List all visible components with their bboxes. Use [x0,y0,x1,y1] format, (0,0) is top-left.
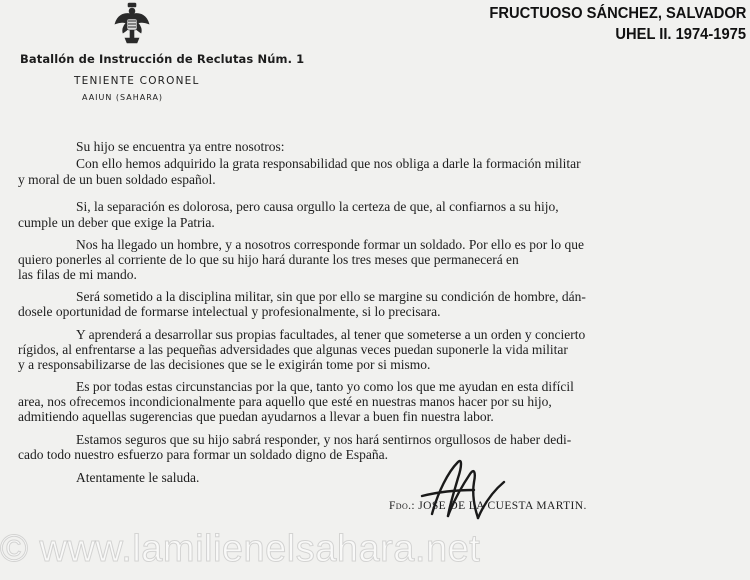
letter-line: Estamos seguros que su hijo sabrá responder, y nos hará sentirnos orgullosos de haber dedi- [76,432,572,447]
letter-line: area, nos ofrecemos incondicionalmente para aquello que esté en nuestras manos hacer por su hijo, [18,394,552,409]
letter-line: Es por todas estas circunstancias por la que, tanto yo como los que me ayudan en esta difícil [76,379,574,394]
letter-line: y moral de un buen soldado español. [18,172,216,187]
letter-line: cado todo nuestro esfuerzo para formar un soldado digno de España. [18,447,389,462]
letter-line: cumple un deber que exige la Patria. [18,215,215,230]
rank-label: TENIENTE CORONEL [74,75,200,87]
letter-line: Con ello hemos adquirido la grata responsabilidad que nos obliga a darle la formación militar [76,156,581,171]
letter-line: rígidos, al enfrentarse a las pequeñas adversidades que algunas veces puedan suponerle la vida militar [18,342,568,357]
letter-line: las filas de mi mando. [18,267,137,282]
letter-line: quiero ponerles al corriente de lo que su hijo hará durante los tres meses que permanecerá en [18,252,519,267]
caption-unit-years: UHEL II. 1974-1975 [615,26,746,43]
unit-title: Batallón de Instrucción de Reclutas Núm. 1 [20,52,305,66]
letter-line: Si, la separación es dolorosa, pero causa orgullo la certeza de que, al confiarnos a su hijo, [76,199,559,214]
letter-line: Nos ha llegado un hombre, y a nosotros corresponde formar un soldado. Por ello es por lo que [76,237,585,252]
signature-label: Fdo.: JOSE DE LA CUESTA MARTIN. [389,500,587,512]
caption-name: FRUCTUOSO SÁNCHEZ, SALVADOR [488,5,746,22]
place-label: AAIUN (SAHARA) [82,93,164,102]
letter-line: Su hijo se encuentra ya entre nosotros: [76,139,285,154]
eagle-crest-icon [113,2,151,44]
letter-line: Atentamente le saluda. [76,470,200,485]
letter-line: Será sometido a la disciplina militar, sin que por ello se margine su condición de hombre, dán- [76,289,586,304]
letter-line: admitiendo aquellas sugerencias que puedan ayudarnos a llevar a buen fin nuestra labor. [18,409,494,424]
watermark: © www.lamilienelsahara.net [0,528,481,570]
handwritten-signature [418,452,568,524]
letter-line: dosele oportunidad de formarse intelectual y profesionalmente, si lo precisara. [18,304,441,319]
letter-line: y a responsabilizarse de las decisiones que se le exigirán tome por si mismo. [18,357,431,372]
letter-line: Y aprenderá a desarrollar sus propias facultades, al tener que someterse a un orden y concierto [76,327,586,342]
